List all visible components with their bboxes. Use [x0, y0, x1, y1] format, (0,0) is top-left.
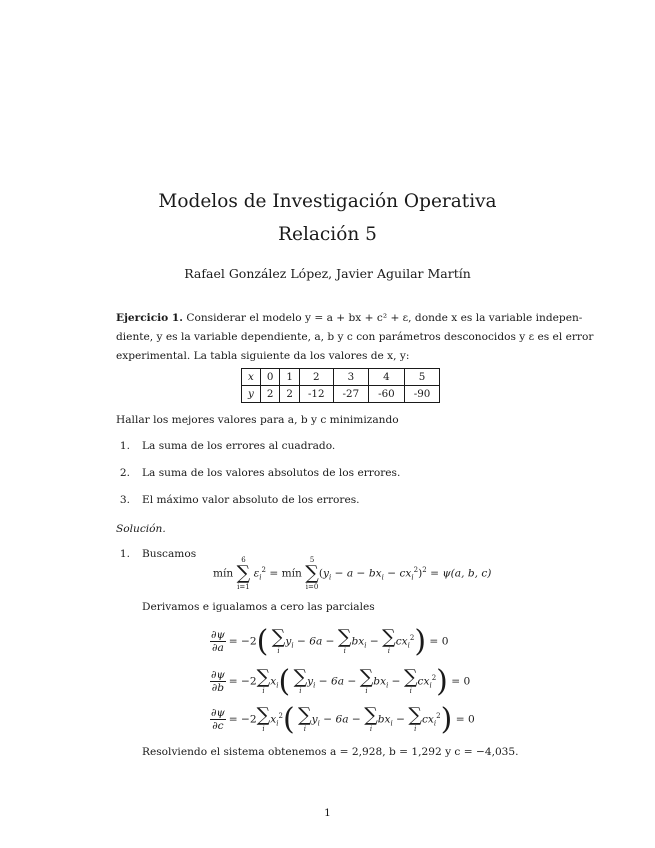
table-cell: -60	[369, 386, 405, 403]
table-row-y	[242, 386, 440, 403]
fraction: $\frac{\partial\psi}{\partial a}$	[211, 629, 225, 654]
table-cell: x	[242, 369, 261, 386]
table-row-x	[242, 369, 440, 386]
exercise-label: Ejercicio 1.	[116, 312, 183, 324]
objective-function: ψ(a, b, c)	[442, 567, 492, 580]
exercise-prompt: Hallar los mejores valores para a, b y c minimizando	[116, 414, 399, 426]
solution-step-intro: Buscamos	[142, 548, 197, 560]
exercise-statement-2: diente, y es la variable dependiente, a, b y c con parámetros desconocidos y ε es el error	[116, 331, 594, 343]
exercise-statement-line-1	[116, 309, 583, 328]
partial-derivative-c: $\frac{\partial\psi}{\partial c}$ = −2 ∑ i $x_i^2$( ∑ i $y_i - 6a$ − ∑ i $bx_i$ − ∑ i $cx_i^2) = 0$	[211, 702, 475, 737]
sum-lower-limit: i=1	[237, 583, 250, 591]
table-cell: 2	[260, 386, 280, 403]
list-item-number: 1.	[119, 440, 130, 452]
table-cell: 2	[299, 369, 333, 386]
exercise-statement-1: Considerar el modelo y = a + bx + c² + ε, donde x es la variable indepen-	[186, 312, 583, 324]
fraction: $\frac{\partial\psi}{\partial c}$	[211, 707, 225, 732]
exercise-statement-3: experimental. La tabla siguiente da los valores de x, y:	[116, 350, 410, 362]
sum-symbol: 6 ∑ i=1	[236, 556, 251, 591]
partial-derivative-b: $\frac{\partial\psi}{\partial b}$ = −2 ∑ i $x_i$( ∑ i $y_i - 6a$ − ∑ i $bx_i$ − ∑ i $cx_i^2) = 0$	[211, 664, 471, 699]
data-table	[241, 368, 440, 403]
sum-upper-limit: 6	[241, 556, 246, 564]
list-item-number: 2.	[119, 467, 130, 479]
table-cell: 1	[280, 369, 300, 386]
table-cell: 2	[280, 386, 300, 403]
document-title: Modelos de Investigación Operativa	[158, 191, 497, 212]
derive-text: Derivamos e igualamos a cero las parciales	[142, 601, 375, 613]
sum-lower-limit: i=0	[305, 583, 319, 591]
min-operator: mín	[213, 567, 234, 580]
table-cell: 4	[369, 369, 405, 386]
solution-label: Solución.	[116, 523, 166, 535]
solution-step-number: 1.	[119, 548, 130, 560]
table-cell: -27	[333, 386, 369, 403]
table-cell: -90	[404, 386, 440, 403]
fraction: $\frac{\partial\psi}{\partial b}$	[211, 669, 225, 694]
list-item	[116, 467, 536, 483]
table-cell: 5	[404, 369, 440, 386]
page-number: 1	[324, 807, 331, 819]
list-item	[116, 440, 536, 456]
table-cell: 3	[333, 369, 369, 386]
sum-upper-limit: 5	[309, 556, 315, 564]
table-cell: -12	[299, 386, 333, 403]
list-item-number: 3.	[119, 494, 130, 506]
partial-derivative-a: $\frac{\partial\psi}{\partial a}$ = −2( ∑ i $y_i - 6a$ − ∑ i $bx_i$ − ∑ i $cx_i^2) = 0$	[211, 624, 449, 659]
min-operator: mín	[281, 567, 302, 580]
list-item	[116, 494, 536, 510]
list-item-text: La suma de los errores al cuadrado.	[142, 440, 336, 452]
document-subtitle: Relación 5	[278, 224, 377, 245]
solution-result: Resolviendo el sistema obtenemos a = 2,928, b = 1,292 y c = −4,035.	[142, 746, 519, 758]
list-item-text: El máximo valor absoluto de los errores.	[142, 494, 360, 506]
authors: Rafael González López, Javier Aguilar Martín	[184, 266, 471, 281]
objective-equation: mín 6 ∑ i=1 $\varepsilon_i^2$ = mín 5 ∑ i=0 $(y_i - a - bx_i - cx_i^2)^2 = \psi(a$, b, c)	[213, 556, 492, 591]
list-item-text: La suma de los valores absolutos de los errores.	[142, 467, 401, 479]
sum-symbol: 5 ∑ i=0	[305, 556, 319, 591]
table-cell: y	[242, 386, 261, 403]
table-cell: 0	[260, 369, 280, 386]
